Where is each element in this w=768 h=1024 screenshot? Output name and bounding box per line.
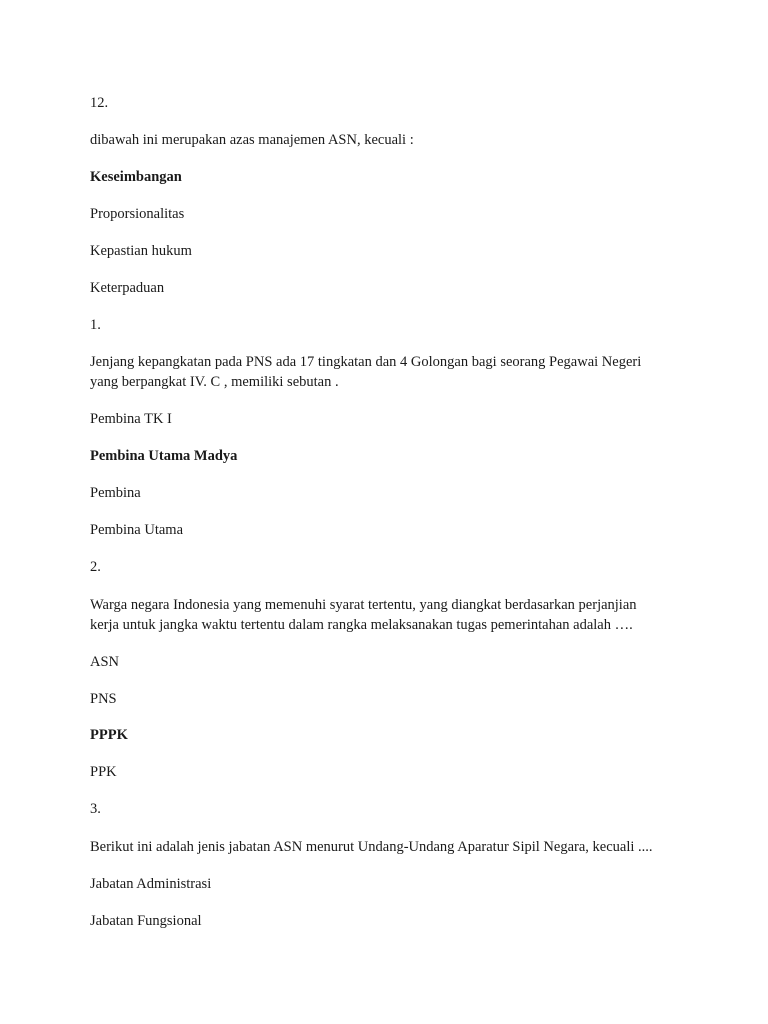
question-text: dibawah ini merupakan azas manajemen ASN, kecuali : [90, 132, 414, 148]
answer-option: PNS [90, 691, 117, 707]
question-text-line: Jenjang kepangkatan pada PNS ada 17 tingkatan dan 4 Golongan bagi seorang Pegawai Negeri [90, 354, 642, 370]
question-text-line: yang berpangkat IV. C , memiliki sebutan . [90, 374, 339, 390]
answer-option: Keterpaduan [90, 280, 165, 296]
answer-option: ASN [90, 654, 120, 670]
answer-option: Pembina [90, 485, 141, 501]
answer-option-correct: Keseimbangan [90, 169, 182, 185]
question-number: 2. [90, 559, 101, 575]
question-text: Berikut ini adalah jenis jabatan ASN menurut Undang-Undang Aparatur Sipil Negara, kecuali .... [90, 839, 653, 855]
answer-option-correct: Pembina Utama Madya [90, 448, 238, 464]
answer-option: Jabatan Fungsional [90, 913, 202, 929]
answer-option: Pembina TK I [90, 411, 172, 427]
answer-option: Kepastian hukum [90, 243, 192, 259]
question-text-line: Warga negara Indonesia yang memenuhi syarat tertentu, yang diangkat berdasarkan perjanjian [90, 597, 637, 613]
answer-option: Jabatan Administrasi [90, 876, 212, 892]
answer-option-correct: PPPK [90, 727, 128, 743]
answer-option: Pembina Utama [90, 522, 184, 538]
document-page [90, 0, 690, 1024]
question-number: 3. [90, 801, 101, 817]
question-text-line: kerja untuk jangka waktu tertentu dalam rangka melaksanakan tugas pemerintahan adalah …. [90, 617, 633, 633]
answer-option: PPK [90, 764, 117, 780]
question-number: 12. [90, 95, 109, 111]
answer-option: Proporsionalitas [90, 206, 185, 222]
question-number: 1. [90, 317, 101, 333]
